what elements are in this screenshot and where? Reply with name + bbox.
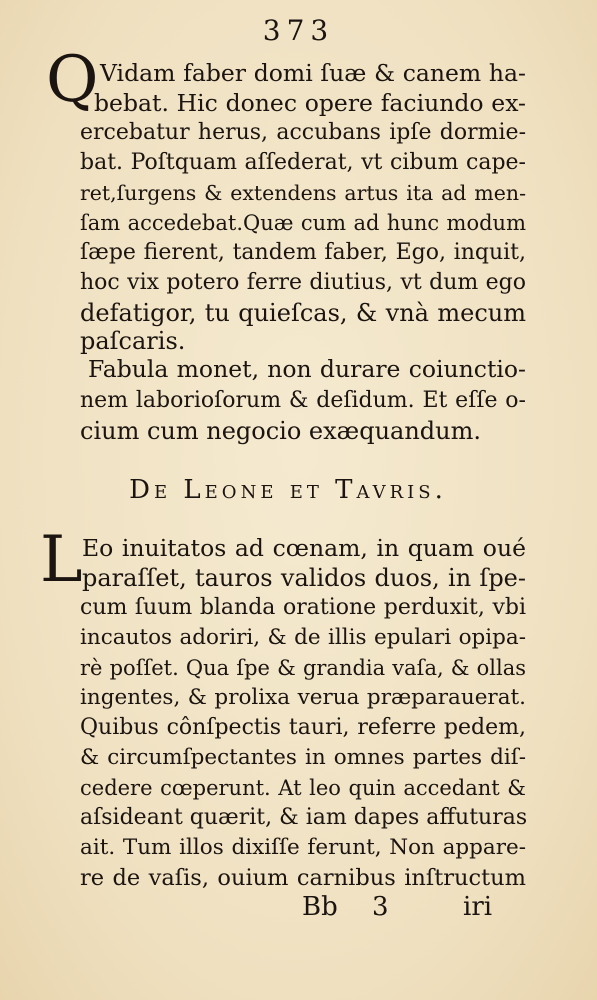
fable-2-heading: De Leone et Tavris. [129,475,447,505]
text-line: incautos adoriri, & de illis epulari opipa- [80,625,526,650]
text-line: defatigor, tu quieſcas, & vnà mecum [80,299,526,327]
moral-line: nem laborioſorum & deſidum. Et eſſe o- [80,388,526,413]
text-line: ait. Tum illos dixiſſe ferunt, Non appare- [80,835,526,860]
text-line: Quibus cônſpectis tauri, referre pedem, [80,715,526,740]
text-line: cedere cœperunt. At leo quin accedant & [80,776,526,800]
text-line: & circumſpectantes in omnes partes diſ- [80,745,526,770]
text-line: Eo inuitatos ad cœnam, in quam oué [82,534,526,562]
page-number: 373 [262,14,335,47]
text-line: ercebatur herus, accubans ipſe dormie- [80,120,526,145]
text-line: re de vaſis, ouium carnibus inſtructum [80,865,526,891]
text-line: rè poſſet. Qua ſpe & grandia vaſa, & ollas [80,656,526,680]
moral-line: Fabula monet, non durare coiunctio- [88,355,526,383]
moral-line: cium cum negocio exæquandum. [80,417,482,445]
text-line: bebat. Hic donec opere faciundo ex- [94,89,526,117]
text-line: Vidam faber domi ſuæ & canem ha- [100,59,526,87]
text-line: ingentes, & prolixa verua præparauerat. [80,685,526,710]
drop-cap-l: L [40,523,83,597]
text-line: ſæpe fierent, tandem faber, Ego, inquit, [80,240,526,265]
signature-number: 3 [372,892,389,922]
text-line: hoc vix potero ferre diutius, vt dum ego [80,270,526,295]
text-line: aſsideant quærit, & iam dapes affuturas [80,805,528,830]
text-line: ret,ſurgens & extendens artus ita ad men- [80,181,526,205]
text-line: bat. Poſtquam aſſederat, vt cibum cape- [80,150,526,175]
drop-cap-q: Q [46,43,99,117]
text-line: paraſſet, tauros validos duos, in ſpe- [82,564,526,592]
signature-line [0,890,597,924]
text-line: cum ſuum blanda oratione perduxit, vbi [80,595,526,620]
catchword: iri [463,892,493,922]
signature-mark: Bb [302,892,338,922]
text-line: ſam accedebat.Quæ cum ad hunc modum [80,211,526,235]
text-line: paſcaris. [80,327,186,355]
